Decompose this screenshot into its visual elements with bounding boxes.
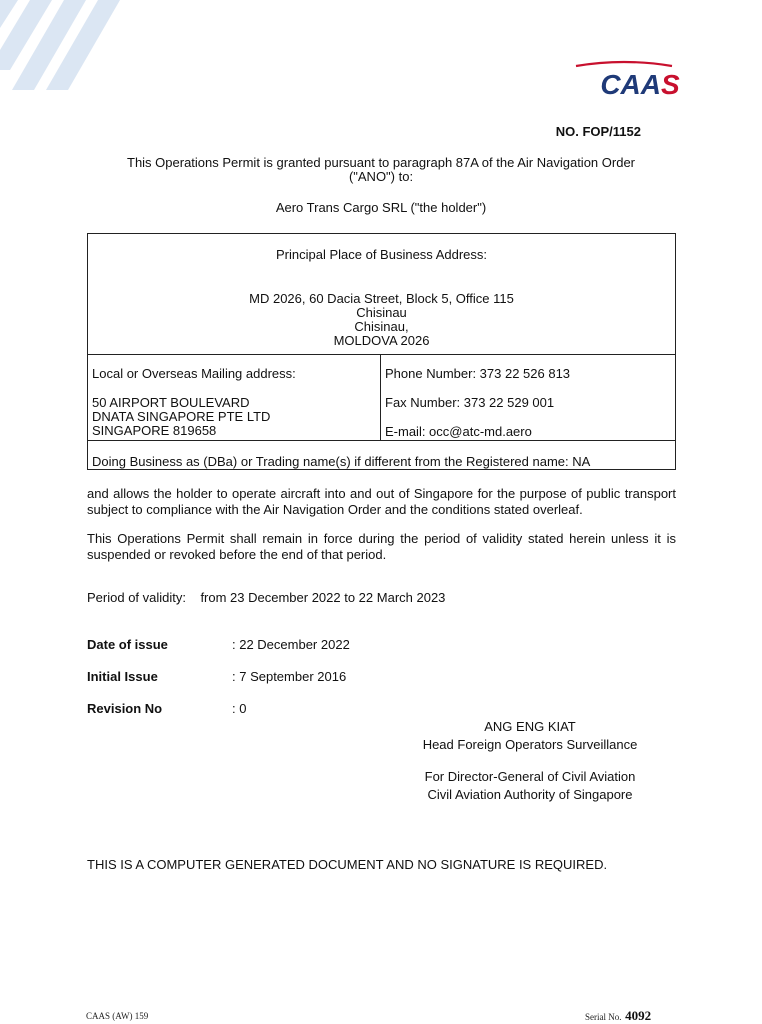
principal-address-line-2: Chisinau	[356, 305, 407, 320]
principal-address-line-4: MOLDOVA 2026	[333, 333, 430, 348]
signatory-organization: Civil Aviation Authority of Singapore	[427, 787, 633, 802]
intro-line-2: ("ANO") to:	[348, 169, 414, 184]
intro-line-1: This Operations Permit is granted pursuant to paragraph 87A of the Air Navigation Order	[127, 155, 635, 170]
principal-address-line-1: MD 2026, 60 Dacia Street, Block 5, Office 115	[249, 291, 514, 306]
caas-logo	[574, 60, 680, 102]
validity-conditions-paragraph: This Operations Permit shall remain in force during the period of validity stated herein unless it is suspended or revoked before the end of that period.	[87, 531, 676, 562]
initial-issue-label: Initial Issue	[87, 669, 158, 684]
holder-name: Aero Trans Cargo SRL ("the holder")	[275, 200, 487, 215]
serial-label: Serial No.	[585, 1012, 622, 1022]
phone-number: Phone Number: 373 22 526 813	[385, 366, 571, 381]
mailing-line-2: DNATA SINGAPORE PTE LTD	[92, 409, 271, 424]
serial-number: 4092	[625, 1008, 652, 1023]
svg-text:S: S	[661, 69, 680, 100]
permit-number: NO. FOP/1152	[555, 124, 641, 139]
signatory-name: ANG ENG KIAT	[484, 719, 576, 734]
mailing-label: Local or Overseas Mailing address:	[92, 366, 296, 381]
date-of-issue-label: Date of issue	[87, 637, 168, 652]
operating-conditions-paragraph: and allows the holder to operate aircraft into and out of Singapore for the purpose of public transport subject to compliance with the Air Navigation Order and the conditions stated overleaf.	[87, 486, 676, 517]
dba-text: Doing Business as (DBa) or Trading name(s) if different from the Registered name: NA	[92, 454, 591, 469]
revision-no-label: Revision No	[87, 701, 163, 716]
box-divider	[380, 354, 381, 441]
svg-text:CAA: CAA	[600, 69, 661, 100]
revision-no-value: : 0	[232, 701, 247, 716]
form-code: CAAS (AW) 159	[86, 1011, 149, 1021]
date-of-issue-value: : 22 December 2022	[232, 637, 350, 652]
signatory-for-line: For Director-General of Civil Aviation	[424, 769, 636, 784]
email-address: E-mail: occ@atc-md.aero	[385, 424, 532, 439]
principal-address-line-3: Chisinau,	[354, 319, 409, 334]
initial-issue-value: : 7 September 2016	[232, 669, 347, 684]
computer-generated-notice: THIS IS A COMPUTER GENERATED DOCUMENT AND NO SIGNATURE IS REQUIRED.	[87, 857, 608, 872]
signatory-title: Head Foreign Operators Surveillance	[422, 737, 638, 752]
decorative-stripes	[0, 0, 130, 95]
period-of-validity: Period of validity: from 23 December 2022 to 22 March 2023	[87, 590, 446, 605]
mailing-line-3: SINGAPORE 819658	[92, 423, 217, 438]
fax-number: Fax Number: 373 22 529 001	[385, 395, 555, 410]
serial-number-block	[585, 1008, 651, 1024]
principal-address-label: Principal Place of Business Address:	[276, 247, 487, 262]
mailing-line-1: 50 AIRPORT BOULEVARD	[92, 395, 250, 410]
